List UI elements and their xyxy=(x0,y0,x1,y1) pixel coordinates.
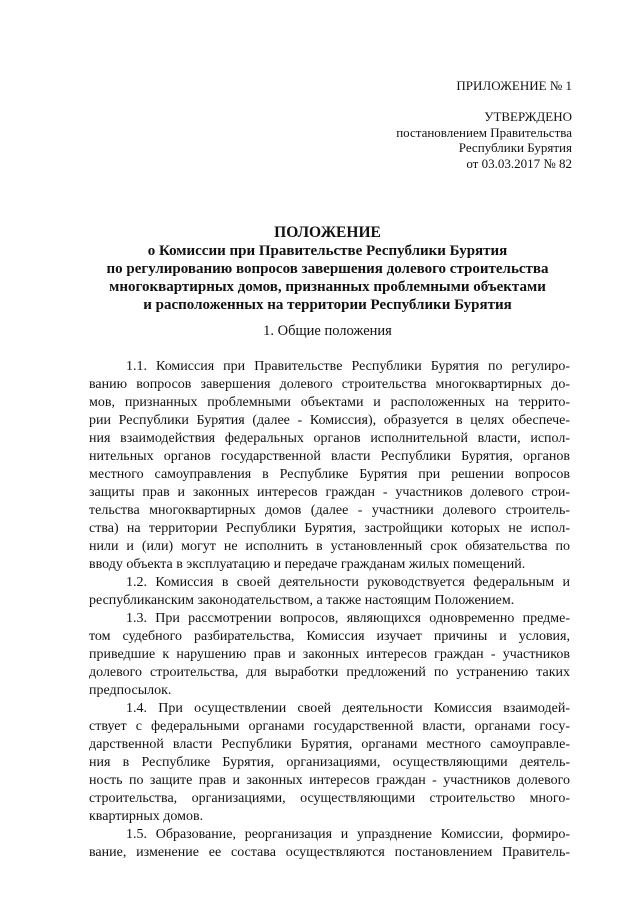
approval-line: Республики Бурятия xyxy=(458,140,572,155)
approval-line: постановлением Правительства xyxy=(396,124,572,140)
paragraph-line: мов, признанных проблемными объектами и расположенных на террито- xyxy=(89,395,570,410)
approval-stamp xyxy=(396,109,572,171)
paragraph-line: 1.4. При осуществлении своей деятельности Комиссия взаимодей- xyxy=(126,701,570,716)
paragraph-line: строительства, организациями, осуществляющими строительство много- xyxy=(89,791,570,806)
paragraph-line: местного самоуправления в Республике Бурятия при решении вопросов xyxy=(89,467,570,482)
title-main: ПОЛОЖЕНИЕ xyxy=(274,224,381,241)
appendix-label: ПРИЛОЖЕНИЕ № 1 xyxy=(456,78,572,93)
title-line: многоквартирных домов, признанных проблемными объектами xyxy=(109,279,546,295)
paragraph-line: нили и (или) могут не исполнить в установленный срок обязательства по xyxy=(89,539,570,554)
paragraph-line: приведшие к нарушению прав и законных интересов граждан - участников xyxy=(89,647,570,662)
paragraph-line: 1.5. Образование, реорганизация и упразднение Комиссии, формиро- xyxy=(126,827,570,842)
approval-line: УТВЕРЖДЕНО xyxy=(484,109,572,124)
paragraph-line: том судебного разбирательства, Комиссия изучает причины и условия, xyxy=(89,629,570,644)
paragraph-line: нительных органов государственной власти Республики Бурятия, органов xyxy=(89,449,570,464)
paragraph-line: рии Республики Бурятия (далее - Комиссия), образуется в целях обеспече- xyxy=(89,413,570,428)
paragraph xyxy=(89,610,570,700)
paragraph-line: предпосылок. xyxy=(89,683,172,698)
paragraph-line: дарственной власти Республики Бурятия, органами местного самоуправле- xyxy=(89,737,570,752)
paragraph xyxy=(89,358,570,574)
paragraph-line: республиканским законодательством, а также настоящим Положением. xyxy=(89,593,515,608)
paragraph-line: 1.2. Комиссия в своей деятельности руководствуется федеральным и xyxy=(126,575,570,590)
paragraph xyxy=(89,574,570,610)
paragraph-line: ства) на территории Республики Бурятия, застройщики которых не испол- xyxy=(89,521,570,536)
document-body xyxy=(89,358,570,862)
paragraph-line: 1.3. При рассмотрении вопросов, являющихся одновременно предме- xyxy=(126,611,570,626)
paragraph-line: 1.1. Комиссия при Правительстве Республики Бурятия по регулиро- xyxy=(126,359,570,374)
document-title xyxy=(90,224,565,314)
title-line: о Комиссии при Правительстве Республики Бурятия xyxy=(147,243,508,259)
title-line: и расположенных на территории Республики Бурятия xyxy=(143,297,512,313)
section-heading: 1. Общие положения xyxy=(263,323,392,339)
paragraph-line: защиты прав и законных интересов граждан - участников долевого строи- xyxy=(89,485,570,500)
paragraph xyxy=(89,700,570,826)
paragraph-line: вводу объекта в эксплуатацию и передаче гражданам жилых помещений. xyxy=(89,557,526,572)
approval-line: от 03.03.2017 № 82 xyxy=(466,155,572,171)
paragraph-line: тельства многоквартирных домов (далее - участники долевого строитель- xyxy=(89,503,570,518)
paragraph xyxy=(89,826,570,862)
paragraph-line: ния в Республике Бурятия, организациями, осуществляющими деятель- xyxy=(89,755,570,770)
paragraph-line: долевого строительства, для выработки предложений по устранению таких xyxy=(89,665,570,680)
paragraph-line: ния взаимодействия федеральных органов исполнительной власти, испол- xyxy=(89,431,570,446)
paragraph-line: квартирных домов. xyxy=(89,809,204,824)
paragraph-line: ствует с федеральными органами государственной власти, органами госу- xyxy=(89,719,570,734)
title-line: по регулированию вопросов завершения долевого строительства xyxy=(106,261,549,277)
paragraph-line: ность по защите прав и законных интересов граждан - участников долевого xyxy=(89,773,570,788)
paragraph-line: вание, изменение ее состава осуществляются постановлением Правитель- xyxy=(89,845,570,860)
paragraph-line: ванию вопросов завершения долевого строительства многоквартирных до- xyxy=(89,377,570,392)
